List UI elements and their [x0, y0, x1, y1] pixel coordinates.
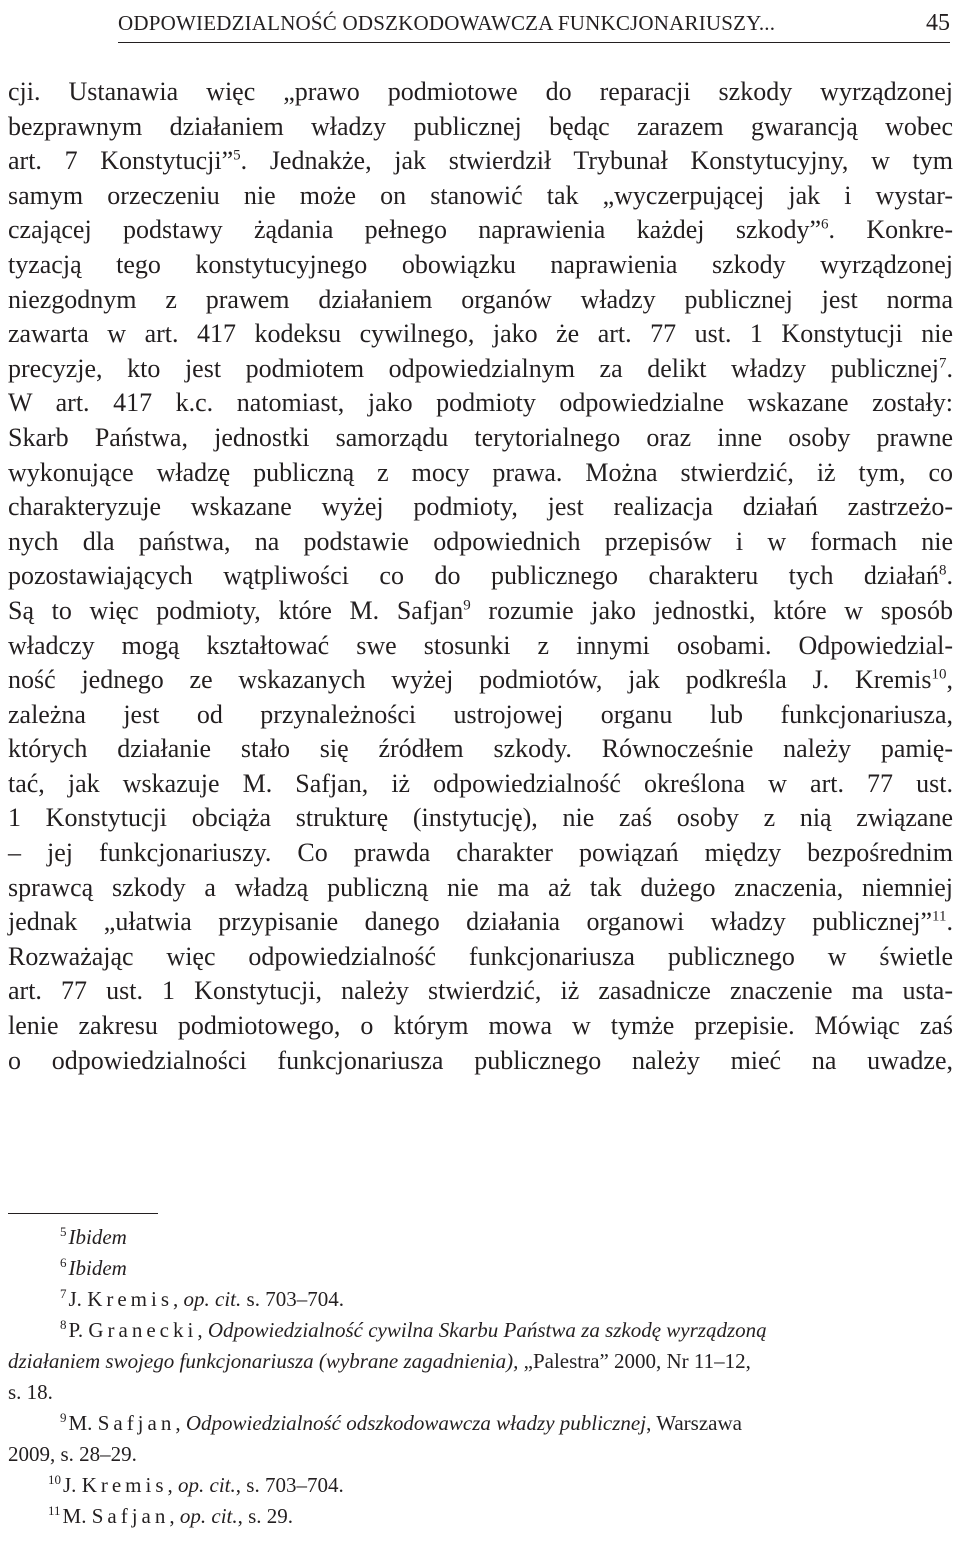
footnote-9-cont: 2009, s. 28–29. — [8, 1442, 137, 1466]
footnote-8-cont2: s. 18. — [8, 1380, 53, 1404]
body-line: sprawcą szkody a władzą publiczną nie ma aż tak dużego znaczenia, niemniej — [8, 872, 953, 902]
footnote-ref: 6 — [821, 216, 829, 233]
footnote-5: $^5$Ibidem — [60, 1224, 127, 1249]
body-line: Skarb Państwa, jednostki samorządu terytorialnego oraz inne osoby prawne — [8, 422, 953, 452]
body-line: art. 77 ust. 1 Konstytucji, należy stwierdzić, iż zasadnicze znaczenie ma usta- — [8, 976, 953, 1006]
body-line: 1 Konstytucji obciąża strukturę (instytucję), nie zaś osoby z nią związane — [8, 803, 953, 833]
body-line: samym orzeczeniu nie może on stanowić tak „wyczerpującej jak i wystar- — [8, 180, 953, 210]
body-line: władczy mogą kształtować swe stosunki z innymi osobami. Odpowiedzial- — [8, 630, 953, 660]
running-header — [118, 4, 950, 43]
body-text — [8, 75, 953, 1078]
body-line: Rozważając więc odpowiedzialność funkcjonariusza publicznego w świetle — [8, 941, 953, 971]
body-line: Są to więc podmioty, które M. Safjan$^9$ rozumie jako jednostki, które w sposób — [8, 595, 953, 625]
body-line: zawarta w art. 417 kodeksu cywilnego, jako że art. 77 ust. 1 Konstytucji nie — [8, 319, 953, 349]
footnote-separator — [8, 1213, 158, 1214]
running-title: ODPOWIEDZIALNOŚĆ ODSZKODOWAWCZA FUNKCJONARIUSZY... — [118, 10, 776, 35]
body-line-last: o odpowiedzialności funkcjonariusza publicznego należy mieć na uwadze, — [8, 1045, 953, 1075]
body-line: lenie zakresu podmiotowego, o którym mowa w tymże przepisie. Mówiąc zaś — [8, 1011, 953, 1041]
body-line: zależna jest od przynależności ustrojowej organu lub funkcjonariusza, — [8, 699, 953, 729]
body-line: tać, jak wskazuje M. Safjan, iż odpowiedzialność określona w art. 77 ust. — [8, 768, 953, 798]
body-line: których działanie stało się źródłem szkody. Równocześnie należy pamię- — [8, 734, 953, 764]
footnote-8: $^8$P. Granecki, Odpowiedzialność cywilna Skarbu Państwa za szkodę wyrządzoną — [60, 1317, 767, 1342]
body-line: ność jednego ze wskazanych wyżej podmiotów, jak podkreśla J. Kremis$^{10}$, — [8, 665, 953, 695]
footnote-ref: 8 — [939, 562, 947, 579]
body-line: niezgodnym z prawem działaniem organów władzy publicznej jest norma — [8, 284, 953, 314]
footnote-10: $^{10}$J. Kremis, op. cit., s. 703–704. — [48, 1472, 344, 1497]
footnote-8-cont: działaniem swojego funkcjonariusza (wybrane zagadnienia), „Palestra” 2000, Nr 11–12, — [8, 1349, 751, 1373]
footnote-6: $^6$Ibidem — [60, 1255, 127, 1280]
body-line: bezprawnym działaniem władzy publicznej będąc zarazem gwarancją wobec — [8, 111, 953, 141]
footnote-11: $^{11}$M. Safjan, op. cit., s. 29. — [48, 1503, 294, 1528]
footnote-7: $^7$J. Kremis, op. cit. s. 703–704. — [60, 1286, 344, 1311]
body-line: W art. 417 k.c. natomiast, jako podmioty odpowiedzialne wskazane zostały: — [8, 388, 953, 418]
body-line: charakteryzuje wskazane wyżej podmioty, jest realizacja działań zastrzeżo- — [8, 492, 953, 522]
body-line: tyzacją tego konstytucyjnego obowiązku naprawienia szkody wyrządzonej — [8, 249, 953, 279]
footnote-ref: 11 — [932, 908, 947, 925]
body-line: jednak „ułatwia przypisanie danego działania organowi władzy publicznej”$^{11}$. — [8, 907, 953, 937]
footnote-ref: 5 — [233, 147, 241, 164]
body-line: art. 7 Konstytucji”$^5$. Jednakże, jak stwierdził Trybunał Konstytucyjny, w tym — [8, 146, 953, 176]
body-line: pozostawiających wątpliwości co do publicznego charakteru tych działań$^8$. — [8, 561, 953, 591]
body-line: – jej funkcjonariuszy. Co prawda charakter powiązań między bezpośrednim — [8, 838, 953, 868]
body-line: nych dla państwa, na podstawie odpowiednich przepisów i w formach nie — [8, 526, 953, 556]
footnote-ref: 9 — [463, 597, 471, 614]
footnote-9: $^9$M. Safjan, Odpowiedzialność odszkodowawcza władzy publicznej, Warszawa — [60, 1410, 742, 1435]
body-line: cji. Ustanawia więc „prawo podmiotowe do reparacji szkody wyrządzonej — [8, 77, 953, 106]
body-line: czającej podstawy żądania pełnego naprawienia każdej szkody”$^6$. Konkre- — [8, 215, 953, 245]
footnote-ref: 7 — [939, 355, 947, 372]
page-number: 45 — [926, 9, 950, 36]
body-line: precyzje, kto jest podmiotem odpowiedzialnym za delikt władzy publicznej$^7$. — [8, 353, 953, 383]
footnotes — [8, 1222, 953, 1532]
footnote-ref: 10 — [931, 666, 947, 683]
body-line: wykonujące władzę publiczną z mocy prawa. Można stwierdzić, iż tym, co — [8, 457, 953, 487]
